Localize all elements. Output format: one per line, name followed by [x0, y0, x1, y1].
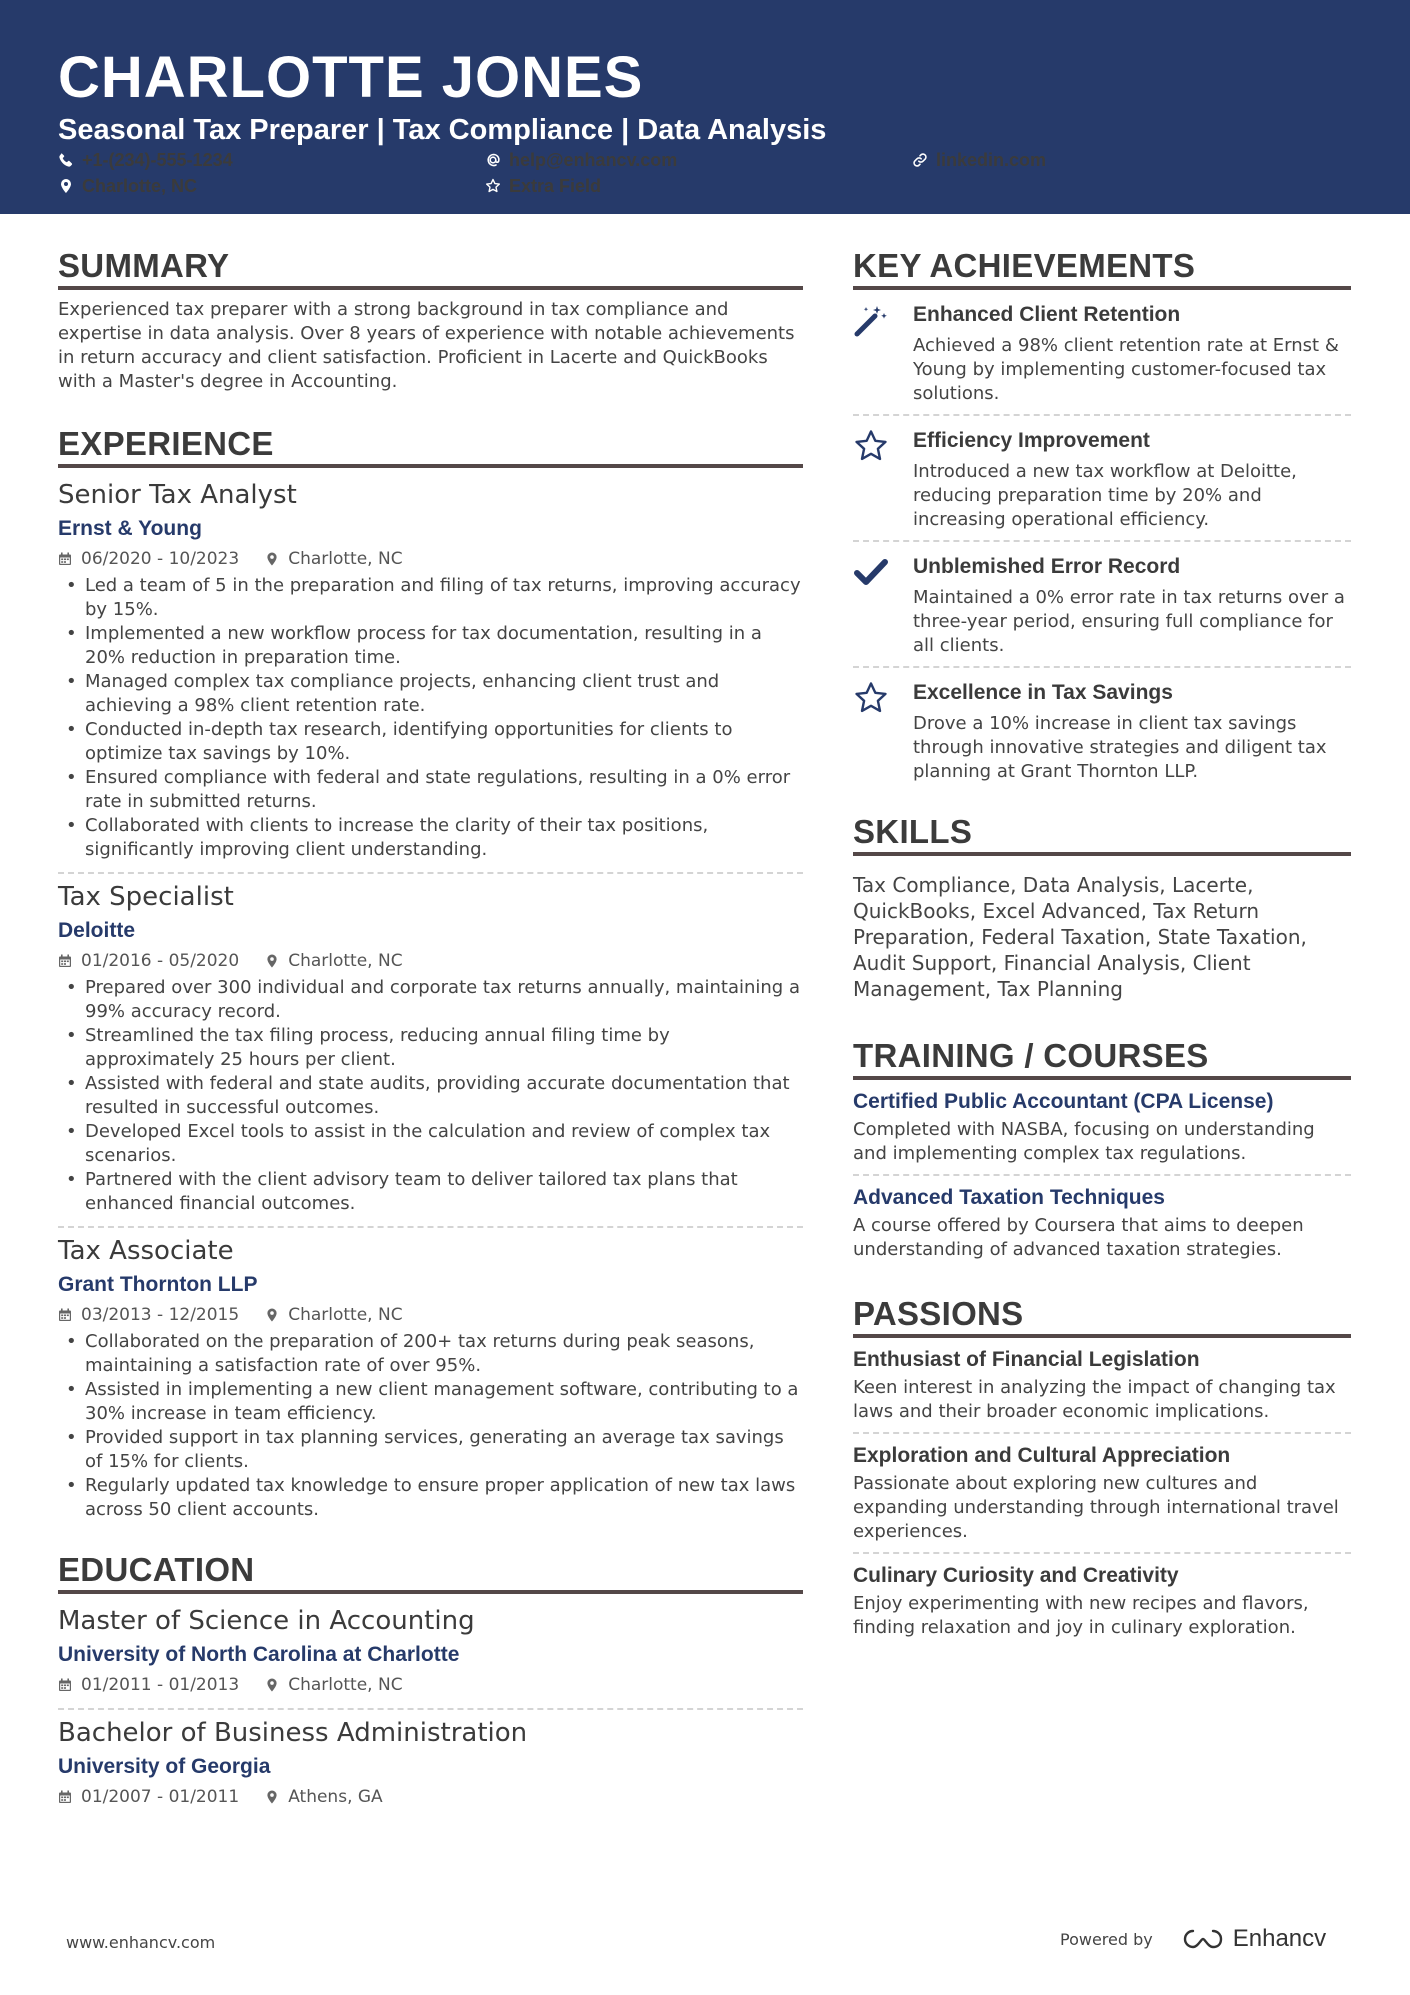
achievement-item	[853, 414, 1351, 540]
contact-linkedin[interactable]	[912, 147, 1046, 173]
education-title: EDUCATION	[58, 1550, 803, 1594]
list-item: • Managed complex tax compliance projects, enhancing client trust and achieving a 98% client retention rate.	[58, 670, 803, 718]
list-item: • Conducted in-depth tax research, identifying opportunities for clients to optimize tax savings by 10%.	[58, 718, 803, 766]
job-location: Charlotte, NC	[288, 1305, 403, 1325]
passion-title: Exploration and Cultural Appreciation	[853, 1444, 1231, 1467]
list-item: • Streamlined the tax filing process, reducing annual filing time by approximately 25 hours per client.	[58, 1024, 803, 1072]
contact-email[interactable]	[485, 147, 677, 173]
passion-desc: Keen interest in analyzing the impact of changing tax laws and their broader economic implications.	[853, 1377, 1336, 1422]
list-item: • Assisted with federal and state audits, providing accurate documentation that resulted in successful outcomes.	[58, 1072, 803, 1120]
experience-title: EXPERIENCE	[58, 424, 803, 468]
linkedin-text: linkedin.com	[936, 150, 1047, 170]
phone-text: +1-(234)-555-1234	[82, 150, 233, 170]
job-role: Senior Tax Analyst	[58, 480, 297, 510]
star-outline-icon	[853, 428, 889, 464]
school-name: University of Georgia	[58, 1755, 271, 1778]
course-title: Advanced Taxation Techniques	[853, 1186, 1165, 1209]
list-item: • Regularly updated tax knowledge to ensure proper application of new tax laws across 50 client accounts.	[58, 1474, 803, 1522]
job-meta	[58, 948, 803, 974]
location-pin-icon	[58, 178, 74, 194]
list-item: • Collaborated with clients to increase the clarity of their tax positions, significantly improving client understanding.	[58, 814, 803, 862]
list-item: • Prepared over 300 individual and corporate tax returns annually, maintaining a 99% accuracy record.	[58, 976, 803, 1024]
checkmark-icon	[853, 554, 889, 590]
passion-desc: Enjoy experimenting with new recipes and flavors, finding relaxation and joy in culinary exploration.	[853, 1593, 1309, 1638]
contact-phone[interactable]	[58, 147, 233, 173]
calendar-icon	[58, 552, 72, 566]
calendar-icon	[58, 1790, 72, 1804]
contact-extra	[485, 173, 601, 199]
star-outline-icon	[853, 680, 889, 716]
list-item: • Ensured compliance with federal and state regulations, resulting in a 0% error rate in submitted returns.	[58, 766, 803, 814]
list-item: • Provided support in tax planning services, generating an average tax savings of 15% for clients.	[58, 1426, 803, 1474]
list-item: • Developed Excel tools to assist in the calculation and review of complex tax scenarios.	[58, 1120, 803, 1168]
achievement-desc: Drove a 10% increase in client tax savings through innovative strategies and diligent tax planning at Grant Thornton LLP.	[913, 713, 1327, 782]
job-dates: 01/2016 - 05/2020	[81, 951, 240, 971]
job-location: Charlotte, NC	[288, 549, 403, 569]
achievement-item	[853, 666, 1351, 792]
job-dates: 03/2013 - 12/2015	[81, 1305, 240, 1325]
achievements-title: KEY ACHIEVEMENTS	[853, 246, 1351, 290]
job-bullets	[58, 1330, 803, 1522]
course-item	[853, 1174, 1351, 1270]
skills-title: SKILLS	[853, 812, 1351, 856]
education-section	[58, 1550, 803, 1810]
degree-name: Master of Science in Accounting	[58, 1606, 475, 1636]
education-entry	[58, 1594, 803, 1698]
degree-name: Bachelor of Business Administration	[58, 1718, 528, 1748]
star-outline-icon	[485, 178, 501, 194]
right-column	[853, 246, 1351, 1648]
calendar-icon	[58, 1308, 72, 1322]
course-desc: A course offered by Coursera that aims to deepen understanding of advanced taxation strategies.	[853, 1215, 1304, 1260]
achievement-desc: Maintained a 0% error rate in tax returns over a three-year period, ensuring full compliance for all clients.	[913, 587, 1345, 656]
job-location: Charlotte, NC	[288, 951, 403, 971]
summary-section	[58, 246, 803, 394]
achievement-title: Efficiency Improvement	[913, 429, 1150, 452]
phone-icon	[58, 152, 74, 168]
magic-wand-icon	[853, 302, 889, 338]
contact-location	[58, 173, 197, 199]
powered-by-text: Powered by	[1060, 1929, 1153, 1949]
calendar-icon	[58, 1678, 72, 1692]
email-text: help@enhancv.com	[509, 150, 678, 170]
skills-list: Tax Compliance, Data Analysis, Lacerte, QuickBooks, Excel Advanced, Tax Return Preparation, Federal Taxation, State Taxation, Audit Support, Financial Analysis, Client Management, Tax Planning	[853, 873, 1307, 1001]
summary-title: SUMMARY	[58, 246, 803, 290]
passion-title: Enthusiast of Financial Legislation	[853, 1348, 1200, 1371]
job-role: Tax Associate	[58, 1236, 234, 1266]
achievements-section	[853, 246, 1351, 792]
education-dates: 01/2007 - 01/2011	[81, 1787, 240, 1807]
course-title: Certified Public Accountant (CPA License)	[853, 1090, 1274, 1113]
passion-item	[853, 1432, 1351, 1552]
education-location: Charlotte, NC	[288, 1675, 403, 1695]
candidate-tagline: Seasonal Tax Preparer | Tax Compliance | Data Analysis	[58, 114, 827, 146]
enhancv-logo[interactable]	[1179, 1925, 1326, 1953]
job-bullets	[58, 976, 803, 1216]
job-meta	[58, 1302, 803, 1328]
achievement-desc: Achieved a 98% client retention rate at Ernst & Young by implementing customer-focused tax solutions.	[913, 335, 1339, 404]
passions-section	[853, 1294, 1351, 1648]
brand-name: Enhancv	[1232, 1925, 1327, 1952]
achievement-desc: Introduced a new tax workflow at Deloitte, reducing preparation time by 20% and increasing operational efficiency.	[913, 461, 1297, 530]
education-entry	[58, 1708, 803, 1810]
location-pin-icon	[265, 1790, 279, 1804]
training-title: TRAINING / COURSES	[853, 1036, 1351, 1080]
education-meta	[58, 1672, 803, 1698]
footer-branding	[1060, 1925, 1326, 1953]
left-column	[58, 246, 803, 1810]
passion-title: Culinary Curiosity and Creativity	[853, 1564, 1179, 1587]
experience-section	[58, 424, 803, 1522]
enhancv-logo-icon	[1179, 1925, 1227, 1953]
job-company: Deloitte	[58, 919, 136, 942]
achievement-title: Enhanced Client Retention	[913, 303, 1181, 326]
achievement-title: Unblemished Error Record	[913, 555, 1181, 578]
location-pin-icon	[265, 1678, 279, 1692]
location-pin-icon	[265, 954, 279, 968]
extra-field-text: Extra Field	[509, 176, 602, 196]
job-role: Tax Specialist	[58, 882, 234, 912]
location-pin-icon	[265, 552, 279, 566]
job-dates: 06/2020 - 10/2023	[81, 549, 240, 569]
education-meta	[58, 1784, 803, 1810]
course-item	[853, 1080, 1351, 1174]
job-bullets	[58, 574, 803, 862]
job-company: Grant Thornton LLP	[58, 1273, 258, 1296]
education-location: Athens, GA	[288, 1787, 383, 1807]
passion-desc: Passionate about exploring new cultures and expanding understanding through international travel experiences.	[853, 1473, 1339, 1542]
link-icon	[912, 152, 928, 168]
skills-section	[853, 812, 1351, 1002]
list-item: • Collaborated on the preparation of 200+ tax returns during peak seasons, maintaining a satisfaction rate of over 95%.	[58, 1330, 803, 1378]
list-item: • Implemented a new workflow process for tax documentation, resulting in a 20% reduction in preparation time.	[58, 622, 803, 670]
education-dates: 01/2011 - 01/2013	[81, 1675, 240, 1695]
at-sign-icon	[485, 152, 501, 168]
job-meta	[58, 546, 803, 572]
training-section	[853, 1036, 1351, 1270]
achievement-item	[853, 540, 1351, 666]
school-name: University of North Carolina at Charlotte	[58, 1643, 460, 1666]
course-desc: Completed with NASBA, focusing on understanding and implementing complex tax regulations.	[853, 1119, 1315, 1164]
list-item: • Led a team of 5 in the preparation and filing of tax returns, improving accuracy by 15%.	[58, 574, 803, 622]
job-company: Ernst & Young	[58, 517, 202, 540]
achievement-title: Excellence in Tax Savings	[913, 681, 1173, 704]
summary-text: Experienced tax preparer with a strong background in tax compliance and expertise in data analysis. Over 8 years of experience with notable achievements in return accuracy and client satisfaction. Proficient in Lacerte and QuickBooks with a Master's degree in Accounting.	[58, 299, 795, 392]
list-item: • Assisted in implementing a new client management software, contributing to a 30% increase in team efficiency.	[58, 1378, 803, 1426]
experience-entry	[58, 468, 803, 862]
passion-item	[853, 1338, 1351, 1432]
experience-entry	[58, 1226, 803, 1522]
calendar-icon	[58, 954, 72, 968]
passions-title: PASSIONS	[853, 1294, 1351, 1338]
location-pin-icon	[265, 1308, 279, 1322]
location-text: Charlotte, NC	[82, 176, 198, 196]
achievement-item	[853, 290, 1351, 414]
list-item: • Partnered with the client advisory team to deliver tailored tax plans that enhanced financial outcomes.	[58, 1168, 803, 1216]
experience-entry	[58, 872, 803, 1216]
passion-item	[853, 1552, 1351, 1648]
contact-info	[58, 147, 1358, 203]
footer-website[interactable]: www.enhancv.com	[66, 1933, 216, 1952]
candidate-name: CHARLOTTE JONES	[58, 45, 644, 110]
